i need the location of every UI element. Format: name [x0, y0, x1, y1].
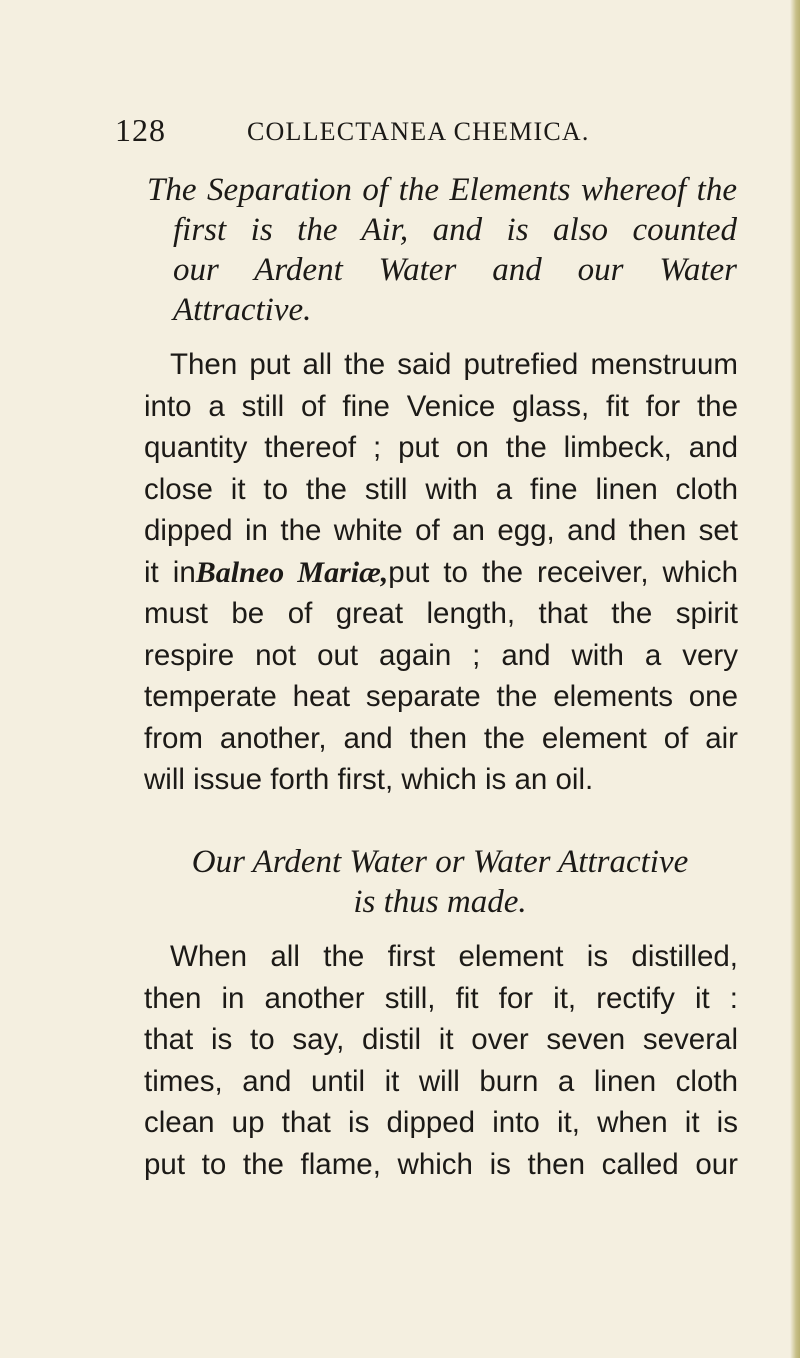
text-line: that is to say, distil it over seven several [144, 1023, 738, 1056]
section-heading-separation [147, 170, 737, 340]
text-line: from another, and then the element of air [144, 721, 738, 755]
section-heading-ardent-water [160, 842, 720, 932]
text-line: temperate heat separate the elements one [144, 680, 738, 713]
text-line: close it to the still with a fine linen cloth [144, 472, 738, 506]
paragraph-putrefied-menstruum [118, 344, 738, 814]
heading-line: Attractive. [173, 292, 312, 328]
text-line: must be of great length, that the spirit [144, 597, 738, 630]
page-header [115, 112, 755, 152]
text-line: quantity thereof ; put on the limbeck, and [144, 431, 738, 464]
heading-line: is thus made. [353, 884, 527, 920]
text-line: into a still of fine Venice glass, fit for the [144, 389, 738, 423]
heading-line: Our Ardent Water or Water Attractive [191, 844, 689, 880]
running-head: COLLECTANEA CHEMICA. [247, 117, 590, 146]
heading-line: first is the Air, and is also counted [173, 212, 737, 248]
text-line: clean up that is dipped into it, when it is [144, 1106, 738, 1139]
text-line: When all the first element is distilled, [170, 940, 738, 973]
text-line-mixed [118, 552, 738, 594]
text-line: then in another still, fit for it, rectify it : [144, 981, 738, 1015]
italic-term-balneo-mariae: Balneo Mariæ, [195, 555, 389, 589]
text-segment: put to the receiver, which [388, 555, 738, 589]
page-edge [790, 0, 800, 1358]
paragraph-first-element-distilled [118, 936, 738, 1236]
text-line: dipped in the white of an egg, and then set [144, 514, 738, 547]
text-line: put to the flame, which is then called our [144, 1147, 738, 1181]
text-line: will issue forth first, which is an oil. [144, 763, 594, 796]
heading-line: The Separation of the Elements whereof the [147, 172, 737, 208]
text-line: times, and until it will burn a linen cloth [144, 1064, 738, 1098]
heading-line: our Ardent Water and our Water [173, 252, 737, 288]
text-segment: it in [144, 555, 196, 589]
text-line: Then put all the said putrefied menstruum [170, 348, 738, 381]
page-number: 128 [115, 112, 166, 148]
text-line: respire not out again ; and with a very [144, 638, 738, 672]
